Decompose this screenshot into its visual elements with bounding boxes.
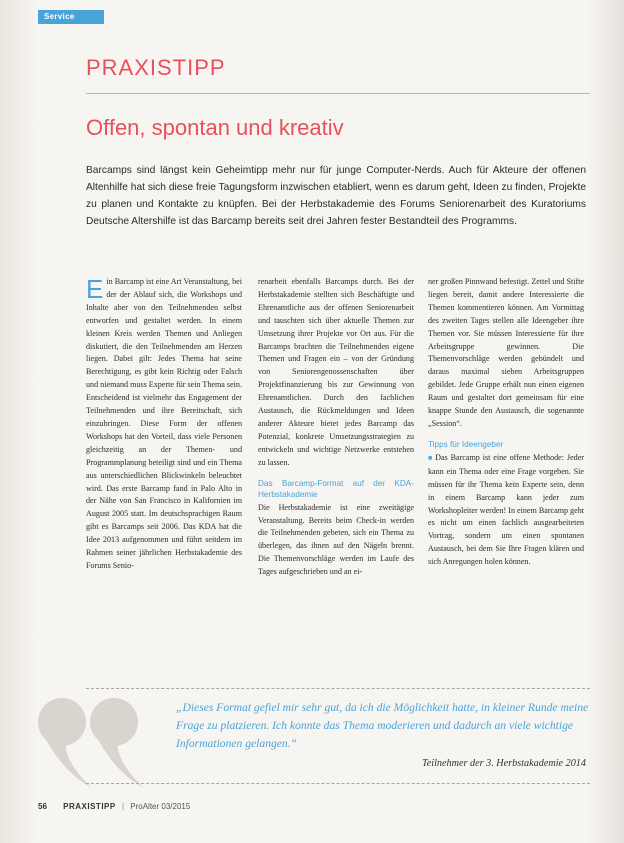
column-2-subhead: Das Barcamp-Format auf der KDA-Herbstakademie (258, 478, 414, 499)
quote-attribution: Teilnehmer der 3. Herbstakademie 2014 (421, 758, 586, 769)
drop-cap: E (86, 274, 104, 304)
quote-divider-bottom (86, 783, 590, 784)
column-3 (428, 276, 584, 569)
footer-separator: | (121, 802, 125, 811)
page-number: 56 (38, 802, 47, 811)
column-3-subhead: Tipps für Ideengeber (428, 439, 504, 449)
pull-quote: „Dieses Format gefiel mir sehr gut, da ich die Möglichkeit hatte, in kleiner Runde meine Frage zu platzieren. Ich konnte das Thema moderieren und dadurch an viele wichtige Informationen gelangen.“ (176, 701, 589, 750)
article-headline: Offen, spontan und kreativ (86, 115, 344, 140)
column-3-text-a: ner großen Pinnwand befestigt. Zettel und Stifte liegen bereit, damit andere Interessierte die Themen kommentieren können. Am Vormittag des zweiten Tages stellen alle Ideengeber ihre Themen vor. Sie müssen Interessierte für ihre Arbeitsgruppe gewinnen. Die Themenvorschläge werden gebündelt und daraus maximal sieben Arbeitsgruppen gebildet. Jede Gruppe erhält nun einen eigenen Raum und gestaltet dort gemeinsam für eine knappe Stunde den Austausch, die sogenannte „Session“. (428, 277, 584, 428)
column-1 (86, 276, 242, 573)
service-tag: Service (38, 10, 104, 24)
article-lead: Barcamps sind längst kein Geheimtipp mehr nur für junge Computer-Nerds. Auch für Akteure der offenen Altenhilfe hat sich diese freie Tagungsform inzwischen etabliert, wenn es darum geht, Ideen zu finden, Projekte zu planen und Kontakte zu knüpfen. Bei der Herbstakademie des Forums Seniorenarbeit des Kuratoriums Deutsche Altershilfe ist das Barcamp bereits seit drei Jahren fester Bestandteil des Programms. (86, 165, 586, 227)
footer-section-name: PRAXISTIPP (63, 802, 116, 811)
footer-issue: ProAlter 03/2015 (130, 802, 191, 811)
quote-divider-top (86, 688, 590, 689)
column-3-text-b: Das Barcamp ist eine offene Methode: Jeder kann ein Thema oder eine Frage vorgeben. Sie müssen für ihr Thema kein Experte sein, denn in einem Barcamp kann jeder zum Workshopleiter werden! In einem Barcamp geht es nicht um einen fachlich ausgearbeiteten Vortrag, sondern um einen spontanen Austausch, bei dem Sie Ihre Fragen klären und sich Anregungen holen können. (428, 452, 584, 567)
quotation-mark-icon (32, 692, 152, 792)
section-title: PRAXISTIPP (86, 55, 226, 80)
section-divider (86, 93, 590, 94)
column-2-text-b: Die Herbstakademie ist eine zweitägige Veranstaltung. Bereits beim Check-in werden die Teilnehmenden gebeten, sich ein Thema zu überlegen, das ihnen auf den Nägeln brennt. Die Themenvorschläge werden im Laufe des Tages aufgeschrieben und an ei- (258, 502, 414, 577)
column-2-text-a: renarbeit ebenfalls Barcamps durch. Bei der Herbstakademie stellten sich Beschäftigte und Ehrenamtliche aus der offenen Seniorenarbeit und tauschten sich über aktuelle Themen zur Umsetzung ihrer Projekte vor Ort aus. Für die Barcamps brachten die Teilnehmenden eigene Themen und Fragen ein – von der Gründung von Seniorengenossenschaften über Projektfinanzierung bis zur Gewinnung von Ehrenamtlichen. Durch den fachlichen Austausch, die Rückmeldungen und Ideen anderer Akteure bietet jedes Barcamp das Potenzial, konkrete Umsetzungsstrategien zu entwickeln und wichtige Netzwerke entstehen zu lassen. (258, 277, 414, 467)
square-bullet-icon: ■ (428, 454, 434, 462)
column-2 (258, 276, 414, 579)
page-footer (38, 802, 190, 811)
column-1-text: in Barcamp ist eine Art Veranstaltung, bei der der Ablauf sich, die Workshops und Inhalte aber von den Teilnehmenden selbst entworfen und gestaltet werden. In einem kleinen Kreis werden Themen und Anliegen diskutiert, die den Teilnehmenden am Herzen liegen. Dabei gilt: Jedes Thema hat seine Berechtigung, es gibt kein Richtig oder Falsch und niemand muss Experte für sein Thema sein. Entscheidend ist vielmehr das Engagement der Teilnehmenden und ihre Bereitschaft, sich einzubringen. Diese Form der offenen Workshops hat den Vorteil, dass viele Personen gleichzeitig an der Themen- und Programmplanung beteiligt sind und ein Thema aus unterschiedlichen Blickwinkeln beleuchtet wird. Das erste Barcamp fand in Palo Alto in der Nähe von San Francisco in Kalifornien im August 2005 statt. Im deutschsprachigen Raum gibt es Barcamps seit 2006. Das KDA hat die Idee 2013 aufgenommen und führt seitdem im Rahmen seiner jährlichen Herbstakademie des Forums Senio- (86, 277, 242, 570)
